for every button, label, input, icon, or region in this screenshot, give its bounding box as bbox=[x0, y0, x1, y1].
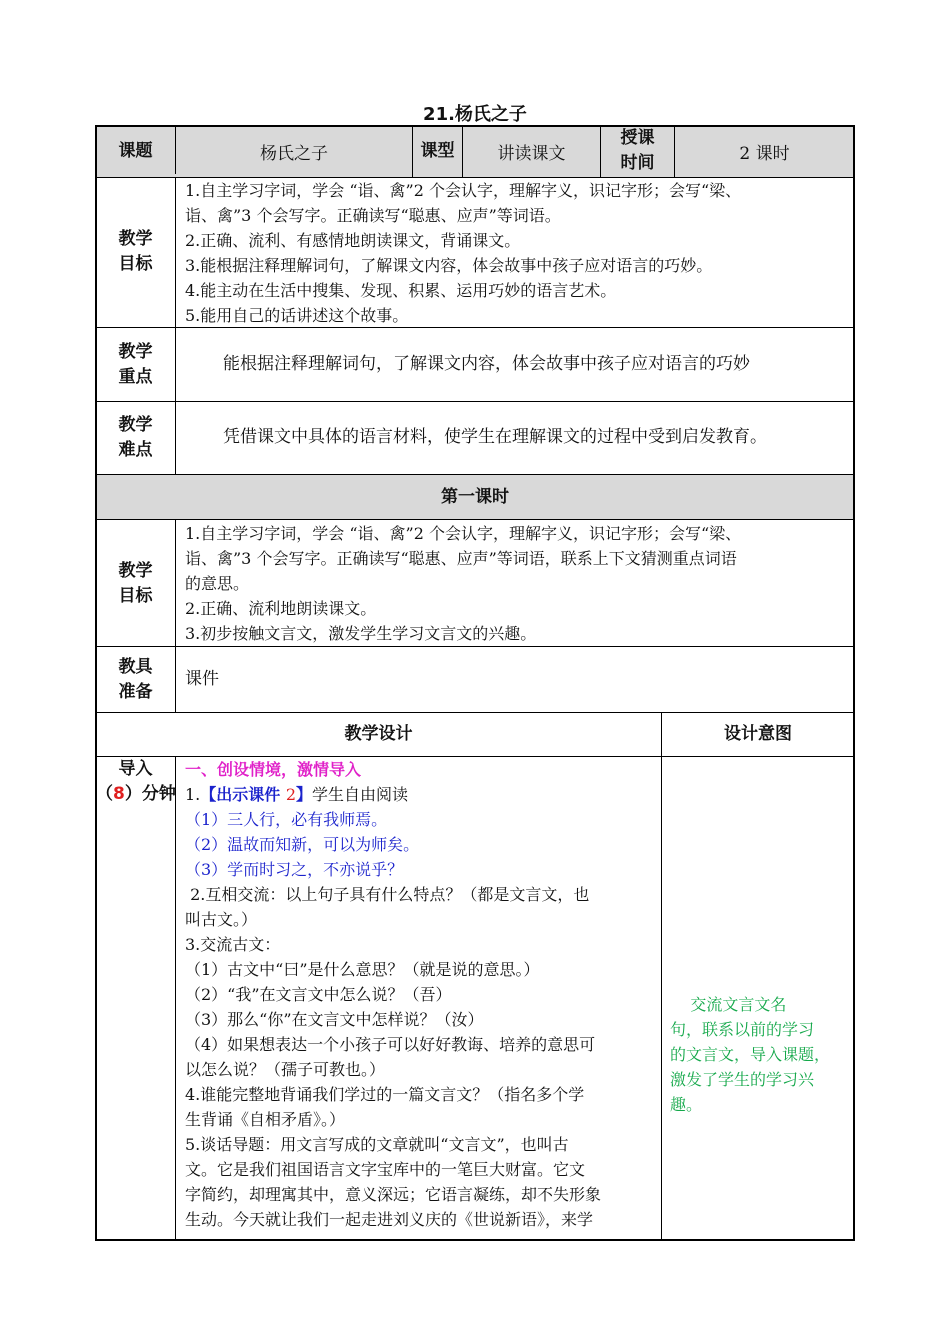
objectives-label bbox=[96, 227, 175, 277]
body-line: 文。它是我们祖国语言文字宝库中的一笔巨大财富。它文 bbox=[185, 1160, 586, 1179]
stage-minutes: 8 bbox=[113, 784, 125, 804]
topic-value: 杨氏之子 bbox=[260, 144, 328, 164]
objective-line: 1.自主学习字词，学会 “诣、禽”2 个会认字，理解字义，识记字形；会写“梁、 bbox=[185, 181, 742, 200]
difficulties-label-line2: 难点 bbox=[118, 440, 153, 460]
stage-label bbox=[96, 757, 175, 807]
intent-line: 趣。 bbox=[670, 1095, 703, 1114]
body-line: 叫古文。） bbox=[185, 910, 258, 929]
time-label-line2: 时间 bbox=[620, 153, 655, 173]
objectives-label-line1: 教学 bbox=[118, 229, 153, 249]
objective-line: 诣、禽”3 个会写字。正确读写“聪惠、应声”等词语。 bbox=[185, 206, 561, 225]
courseware-tag-open: 【出示课件 bbox=[200, 785, 286, 804]
step1-prefix: 1. bbox=[185, 785, 201, 804]
key-points-text: 能根据注释理解词句，了解课文内容，体会故事中孩子应对语言的巧妙 bbox=[223, 354, 750, 374]
type-label: 课型 bbox=[420, 141, 455, 161]
body-line: 以怎么说？（孺子可教也。） bbox=[185, 1060, 386, 1079]
design-column-header: 教学设计 bbox=[344, 724, 413, 744]
quote-line: （1）三人行，必有我师焉。 bbox=[185, 810, 388, 829]
design-content bbox=[185, 757, 601, 1232]
intent-line: 激发了学生的学习兴 bbox=[670, 1070, 815, 1089]
design-intent bbox=[670, 992, 830, 1117]
objective-line: 诣、禽”3 个会写字。正确读写“聪惠、应声”等词语，联系上下文猜测重点词语 bbox=[185, 549, 737, 568]
lesson1-objectives-label bbox=[96, 559, 175, 609]
body-line: 3.交流古文： bbox=[185, 935, 281, 954]
objective-line: 3.初步按触文言文，激发学生学习文言文的兴趣。 bbox=[185, 624, 537, 643]
body-line: （3）那么“你”在文言文中怎样说？（汝） bbox=[185, 1010, 484, 1029]
section-heading: 一、创设情境，激情导入 bbox=[185, 760, 362, 779]
intent-line: 交流文言文名 bbox=[670, 995, 787, 1014]
stage-label-line1: 导入 bbox=[118, 759, 153, 779]
objective-line: 的意思。 bbox=[185, 574, 250, 593]
courseware-tag-close: 】 bbox=[296, 785, 313, 804]
intent-column-header: 设计意图 bbox=[724, 724, 792, 744]
step1-line bbox=[185, 782, 601, 807]
body-line: 2.互相交流：以上句子具有什么特点？（都是文言文，也 bbox=[185, 885, 590, 904]
objective-line: 5.能用自己的话讲述这个故事。 bbox=[185, 306, 409, 325]
key-points-label bbox=[96, 340, 175, 390]
time-value: 2 课时 bbox=[739, 144, 790, 164]
body-line: 字简约，却理寓其中，意义深远；它语言凝练，却不失形象 bbox=[185, 1185, 602, 1204]
body-line: 4.谁能完整地背诵我们学过的一篇文言文？（指名多个学 bbox=[185, 1085, 585, 1104]
quote-line: （2）温故而知新，可以为师矣。 bbox=[185, 835, 420, 854]
lesson1-heading: 第一课时 bbox=[441, 487, 509, 507]
body-line: 5.谈话导题：用文言写成的文章就叫“文言文”，也叫古 bbox=[185, 1135, 569, 1154]
objective-line: 2.正确、流利、有感情地朗读课文，背诵课文。 bbox=[185, 231, 521, 250]
tools-label-line1: 教具 bbox=[118, 657, 153, 677]
page-title: 21.杨氏之子 bbox=[423, 104, 527, 125]
tools-value: 课件 bbox=[185, 669, 219, 689]
key-points-label-line1: 教学 bbox=[118, 342, 153, 362]
body-line: （1）古文中“曰”是什么意思？（就是说的意思。） bbox=[185, 960, 540, 979]
difficulties-label bbox=[96, 413, 175, 463]
paren-open: （ bbox=[96, 784, 113, 804]
body-line: （4）如果想表达一个小孩子可以好好教诲、培养的意思可 bbox=[185, 1035, 596, 1054]
difficulties-text: 凭借课文中具体的语言材料，使学生在理解课文的过程中受到启发教育。 bbox=[223, 427, 767, 447]
tools-label-line2: 准备 bbox=[118, 682, 153, 702]
lesson1-objectives-label-line2: 目标 bbox=[118, 586, 153, 606]
quote-line: （3）学而时习之，不亦说乎？ bbox=[185, 860, 404, 879]
body-line: 生背诵《自相矛盾》。） bbox=[185, 1110, 346, 1129]
objective-line: 2.正确、流利地朗读课文。 bbox=[185, 599, 377, 618]
objective-line: 4.能主动在生活中搜集、发现、积累、运用巧妙的语言艺术。 bbox=[185, 281, 617, 300]
type-value: 讲读课文 bbox=[497, 144, 566, 164]
objective-line: 1.自主学习字词，学会 “诣、禽”2 个会认字，理解字义，识记字形；会写“梁、 bbox=[185, 524, 742, 543]
difficulties-label-line1: 教学 bbox=[118, 415, 153, 435]
stage-unit: ）分钟 bbox=[124, 784, 176, 804]
objective-line: 3.能根据注释理解词句，了解课文内容，体会故事中孩子应对语言的巧妙。 bbox=[185, 256, 713, 275]
intent-line: 的文言文，导入课题， bbox=[670, 1045, 831, 1064]
stage-duration bbox=[96, 782, 175, 807]
intent-line: 句，联系以前的学习 bbox=[670, 1020, 815, 1039]
key-points-label-line2: 重点 bbox=[118, 367, 153, 387]
time-label bbox=[601, 126, 674, 176]
lesson1-objectives-label-line1: 教学 bbox=[118, 561, 153, 581]
lesson1-objectives-text bbox=[185, 521, 741, 646]
tools-label bbox=[96, 655, 175, 705]
courseware-tag-number: 2 bbox=[285, 785, 297, 804]
time-label-line1: 授课 bbox=[620, 128, 655, 148]
objectives-label-line2: 目标 bbox=[118, 254, 153, 274]
objectives-text bbox=[185, 178, 741, 328]
body-line: （2）“我”在文言文中怎么说？（吾） bbox=[185, 985, 452, 1004]
topic-label: 课题 bbox=[118, 141, 153, 161]
body-line: 生动。今天就让我们一起走进刘义庆的《世说新语》，来学 bbox=[185, 1210, 594, 1229]
step1-rest: 学生自由阅读 bbox=[312, 785, 409, 804]
